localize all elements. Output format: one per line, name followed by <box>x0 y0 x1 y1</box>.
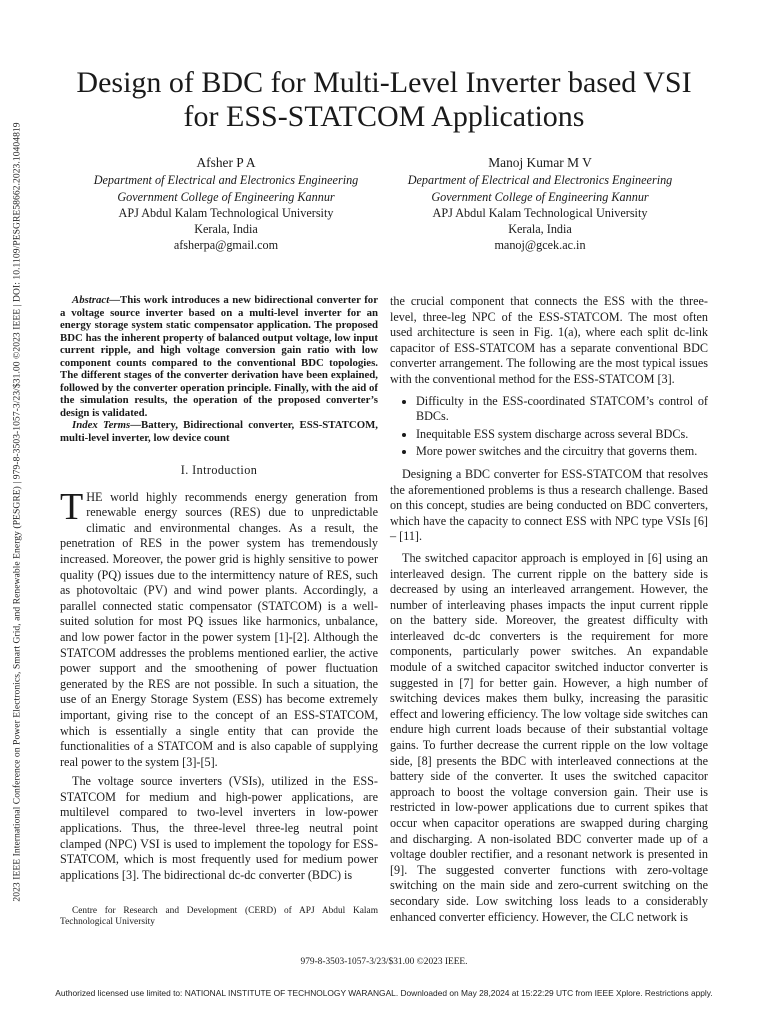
left-column <box>60 294 378 883</box>
drop-cap: T <box>60 485 84 528</box>
side-note-text: 2023 IEEE International Conference on Power Electronics, Smart Grid, and Renewable Energy (PESGRE) | 979-8-3503-1057-3/23/$31.00 ©2023 IEEE | DOI: 10.1109/PESGRE58662.2023.10404819 <box>11 122 23 902</box>
author-college: Government College of Engineering Kannur <box>117 189 335 204</box>
author-university: APJ Abdul Kalam Technological University <box>432 205 648 220</box>
title-line-1: Design of BDC for Multi-Level Inverter based VSI <box>76 66 692 99</box>
abstract-text: —This work introduces a new bidirectional converter for a voltage source inverter based on a multi-level inverter for an energy storage system static compensator application. The proposed BDC has the inherent property of balanced output voltage, low input current ripple, and high voltage conversion gain ratio with low component counts compared to the conventional BDC topologies. The different stages of the converter derivation have been explained, followed by the converter operation principle. Finally, with the aid of the simulation results, the operation of the proposed converter’s design is validated. <box>60 294 378 419</box>
author-name: Manoj Kumar M V <box>488 155 592 170</box>
abstract-label: Abstract <box>72 294 110 306</box>
author-college: Government College of Engineering Kannur <box>431 189 649 204</box>
author-block-1 <box>56 155 396 254</box>
section-heading-introduction: I. Introduction <box>180 463 258 477</box>
list-item: • Inequitable ESS system discharge across several BDCs. <box>416 427 708 443</box>
index-terms <box>60 419 378 444</box>
index-terms-text: —Battery, Bidirectional converter, ESS-STATCOM, multi-level inverter, low device count <box>60 419 378 444</box>
abstract <box>60 294 378 419</box>
intro-paragraph-1-text: HE world highly recommends energy generation from renewable energy sources (RES) due to unpredictable climatic and environmental changes. As a result, the penetration of RES in the power system has tremendously increased. Moreover, the power grid is highly sensitive to power quality (PQ) issues due to the intermittency nature of RES, such as photovoltaic (PV) and wind power plants. Accordingly, a parallel connected static compensator (STATCOM) is a well-suited solution for most PQ issues like harmonics, unbalance, and low power factor in the power system [1]-[2]. Although the STATCOM addresses the problems mentioned earlier, the active power support and the smoothening of power fluctuation generated by the RES are not possible. In such a situation, the use of an Energy Storage System (ESS) has become extremely important, giving rise to the concept of an ESS-STATCOM, which is essentially a single entity that can provide the functionalities of a STATCOM and is also capable of supplying real power to the system [3]-[5]. <box>60 489 378 769</box>
list-item: • More power switches and the circuitry that governs them. <box>416 444 708 460</box>
footnote: Centre for Research and Development (CERD) of APJ Abdul Kalam Technological University <box>60 906 378 928</box>
index-terms-label: Index Terms <box>72 419 131 431</box>
author-email[interactable]: afsherpa@gmail.com <box>173 238 279 253</box>
author-university: APJ Abdul Kalam Technological University <box>118 205 334 220</box>
paper-title <box>40 66 728 134</box>
right-paragraph-1: the crucial component that connects the ESS with the three-level, three-leg NPC of the ESS-STATCOM. The most often used architecture is seen in Fig. 1(a), where each split dc-link capacitor of ESS-STATCOM has a separate conventional BDC converter arrangement. The following are the most typical issues with the conventional method for the ESS-STATCOM [3]. <box>390 294 708 386</box>
issue-list <box>390 394 708 460</box>
right-column <box>390 294 708 925</box>
list-item: • Difficulty in the ESS-coordinated STATCOM’s control of BDCs. <box>416 394 708 425</box>
license-notice: Authorized licensed use limited to: NATIONAL INSTITUTE OF TECHNOLOGY WARANGAL. Downloaded on May 28,2024 at 15:22:29 UTC from IEEE Xplore. Restrictions apply. <box>55 988 713 998</box>
side-header-note <box>9 96 25 928</box>
title-line-2: for ESS-STATCOM Applications <box>183 100 585 133</box>
intro-paragraph-2: The voltage source inverters (VSIs), utilized in the ESS-STATCOM for medium and high-power applications, are multilevel compared to two-level inverters in low-power applications. Thus, the three-level three-leg neutral point clamped (NPC) VSI is used to implement the topology for ESS-STATCOM, which is most frequently used for medium power applications [3]. The bidirectional dc-dc converter (BDC) is <box>60 774 378 882</box>
author-department: Department of Electrical and Electronics Engineering <box>407 173 673 188</box>
author-department: Department of Electrical and Electronics Engineering <box>93 173 359 188</box>
author-location: Kerala, India <box>194 222 258 237</box>
author-name: Afsher P A <box>196 155 256 170</box>
author-block-2 <box>370 155 710 254</box>
author-email[interactable]: manoj@gcek.ac.in <box>494 238 586 253</box>
intro-paragraph-1 <box>60 485 378 771</box>
right-paragraph-3: The switched capacitor approach is employed in [6] using an interleaved design. The current ripple on the battery side is decreased by using an interleaved arrangement. However, the number of interleaving phases impacts the input current ripple on the battery side. Moreover, the greatest difficulty with interleaved dc-dc converters is the requirement for more components, particularly power switches. An expandable module of a switched capacitor switched inductor converter is suggested in [7] for better gain. However, a high number of switching devices makes them bulky, increasing the parasitic effect and lowering efficiency. The low voltage side switches can endure high current loads because of their substantial voltage gains. To further decrease the current ripple on the low voltage side, [8] presents the BDC with interleaved connections at the battery side of the converter. It uses the switched capacitor approach to boost the voltage conversion gain. Their use is restricted in low-power applications due to current spikes that occur when capacitor operations are swapped during charging and discharging. A non-isolated BDC converter made up of a voltage doubler rectifier, and a resonant network is presented in [9]. The suggested converter functions with zero-voltage switching on the main side and zero-current switching on the secondary side. Low switching loss leads to a considerably enhanced converter efficiency. However, the CLC network is <box>390 550 708 924</box>
copyright-line: 979-8-3503-1057-3/23/$31.00 ©2023 IEEE. <box>300 957 468 967</box>
author-location: Kerala, India <box>508 222 572 237</box>
right-paragraph-2: Designing a BDC converter for ESS-STATCOM that resolves the aforementioned problems is thus a research challenge. Based on this concept, studies are being conducted on BDC converters, which have the capacity to connect ESS with NPC type VSIs [6] – [11]. <box>390 466 708 544</box>
